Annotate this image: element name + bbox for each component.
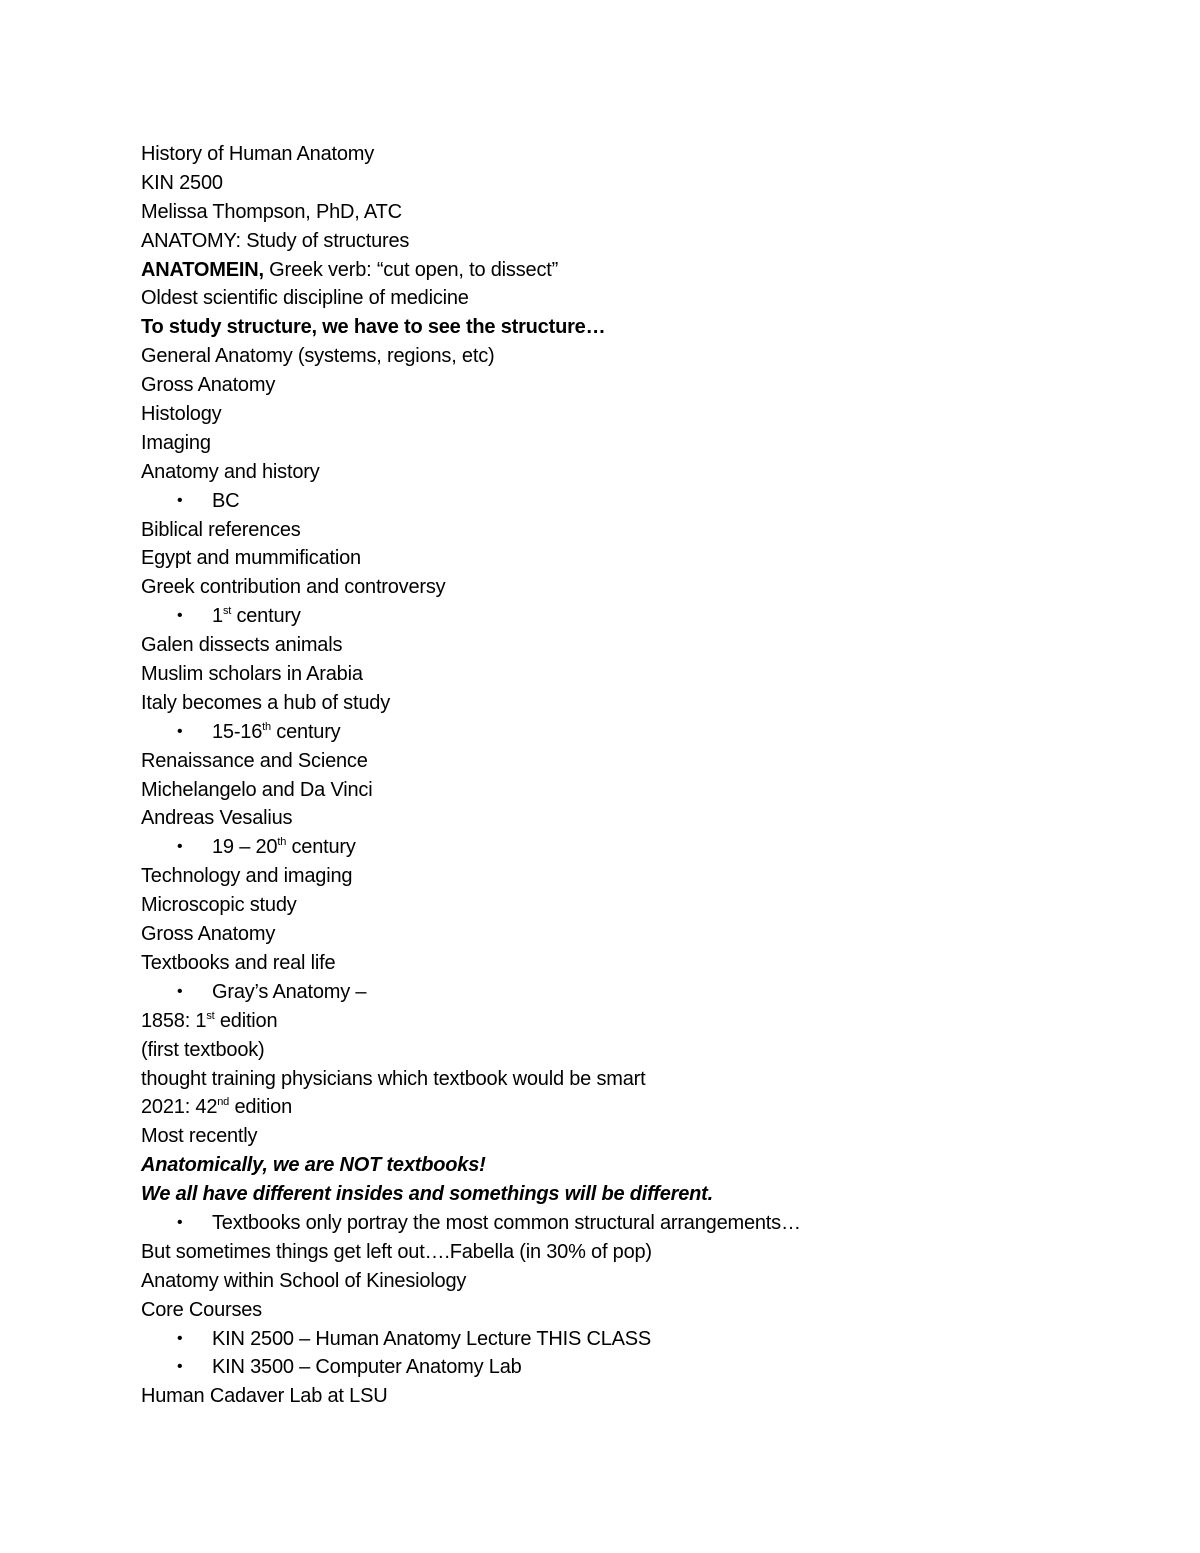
bullet-item [141, 602, 1141, 631]
bold-term: ANATOMEIN, [141, 258, 264, 281]
bullet-icon: • [177, 491, 183, 509]
document-title: History of Human Anatomy [141, 143, 375, 165]
text-line: Gross Anatomy [141, 923, 276, 946]
bold-italic-line: Anatomically, we are NOT textbooks! [141, 1154, 486, 1177]
bold-italic-line: We all have different insides and somethings will be different. [141, 1183, 713, 1206]
text-line: Gross Anatomy [141, 374, 276, 397]
bullet-item [141, 718, 1141, 747]
text-segment: edition [229, 1096, 293, 1119]
bullet-icon: • [177, 1358, 183, 1376]
text-line: General Anatomy (systems, regions, etc) [141, 345, 495, 368]
superscript: nd [217, 1096, 230, 1109]
text-line: Greek contribution and controversy [141, 576, 446, 599]
text-line: (first textbook) [141, 1038, 265, 1061]
text-line [141, 256, 1141, 285]
bullet-icon: • [177, 1329, 183, 1347]
bullet-icon: • [177, 1213, 183, 1231]
course-code: KIN 2500 [141, 171, 223, 194]
text-line: Italy becomes a hub of study [141, 691, 390, 714]
text-segment: century [231, 605, 301, 628]
document-body [141, 140, 1141, 1411]
bullet-icon: • [177, 982, 183, 1000]
bullet-icon: • [177, 607, 183, 625]
superscript: st [206, 1009, 215, 1022]
text-line: Michelangelo and Da Vinci [141, 778, 373, 801]
text-segment: century [270, 720, 341, 743]
text-segment: edition [214, 1009, 278, 1032]
bullet-item [141, 978, 1141, 1007]
text-line: Human Cadaver Lab at LSU [141, 1385, 388, 1408]
bullet-item [141, 833, 1141, 862]
text-line: Technology and imaging [141, 865, 353, 888]
text-line [141, 1007, 1141, 1036]
bullet-text: BC [212, 489, 240, 512]
bullet-text: KIN 2500 – Human Anatomy Lecture THIS CLASS [212, 1327, 652, 1350]
text-line: Egypt and mummification [141, 547, 361, 570]
bullet-text: Textbooks only portray the most common structural arrangements… [212, 1211, 801, 1234]
instructor-name: Melissa Thompson, PhD, ATC [141, 200, 402, 223]
text-line: Renaissance and Science [141, 749, 368, 772]
text-line: Muslim scholars in Arabia [141, 663, 363, 686]
text-line: Andreas Vesalius [141, 807, 293, 830]
text-segment: 19 – 20 [212, 836, 278, 859]
bullet-icon: • [177, 722, 183, 740]
bullet-text: Gray’s Anatomy – [212, 980, 367, 1003]
bullet-text: KIN 3500 – Computer Anatomy Lab [212, 1356, 522, 1379]
bullet-item [141, 1353, 1141, 1382]
text-segment: 1 [212, 605, 223, 628]
text-segment: 1858: 1 [141, 1009, 207, 1032]
text-line: ANATOMY: Study of structures [141, 229, 410, 252]
bold-line: To study structure, we have to see the structure… [141, 316, 606, 339]
text-segment: Greek verb: “cut open, to dissect” [263, 258, 559, 281]
text-line: Anatomy and history [141, 460, 320, 483]
text-line: Imaging [141, 431, 211, 454]
bullet-item [141, 1209, 1141, 1238]
text-line: Oldest scientific discipline of medicine [141, 287, 469, 310]
superscript: th [277, 836, 287, 849]
text-line: thought training physicians which textbook would be smart [141, 1067, 646, 1090]
text-line: Microscopic study [141, 894, 297, 917]
bullet-item [141, 1325, 1141, 1354]
text-line: Galen dissects animals [141, 634, 343, 657]
text-line: Most recently [141, 1125, 258, 1148]
text-segment: 15-16 [212, 720, 263, 743]
bullet-item [141, 487, 1141, 516]
text-line: But sometimes things get left out….Fabella (in 30% of pop) [141, 1240, 652, 1263]
text-line [141, 1093, 1141, 1122]
text-line: Core Courses [141, 1298, 262, 1321]
text-line: Biblical references [141, 518, 301, 541]
text-segment: 2021: 42 [141, 1096, 218, 1119]
superscript: st [222, 605, 232, 618]
superscript: th [262, 720, 271, 733]
text-line: Textbooks and real life [141, 951, 336, 974]
text-line: Histology [141, 403, 222, 426]
text-segment: century [286, 836, 356, 859]
bullet-icon: • [177, 838, 183, 856]
text-line: Anatomy within School of Kinesiology [141, 1269, 467, 1292]
